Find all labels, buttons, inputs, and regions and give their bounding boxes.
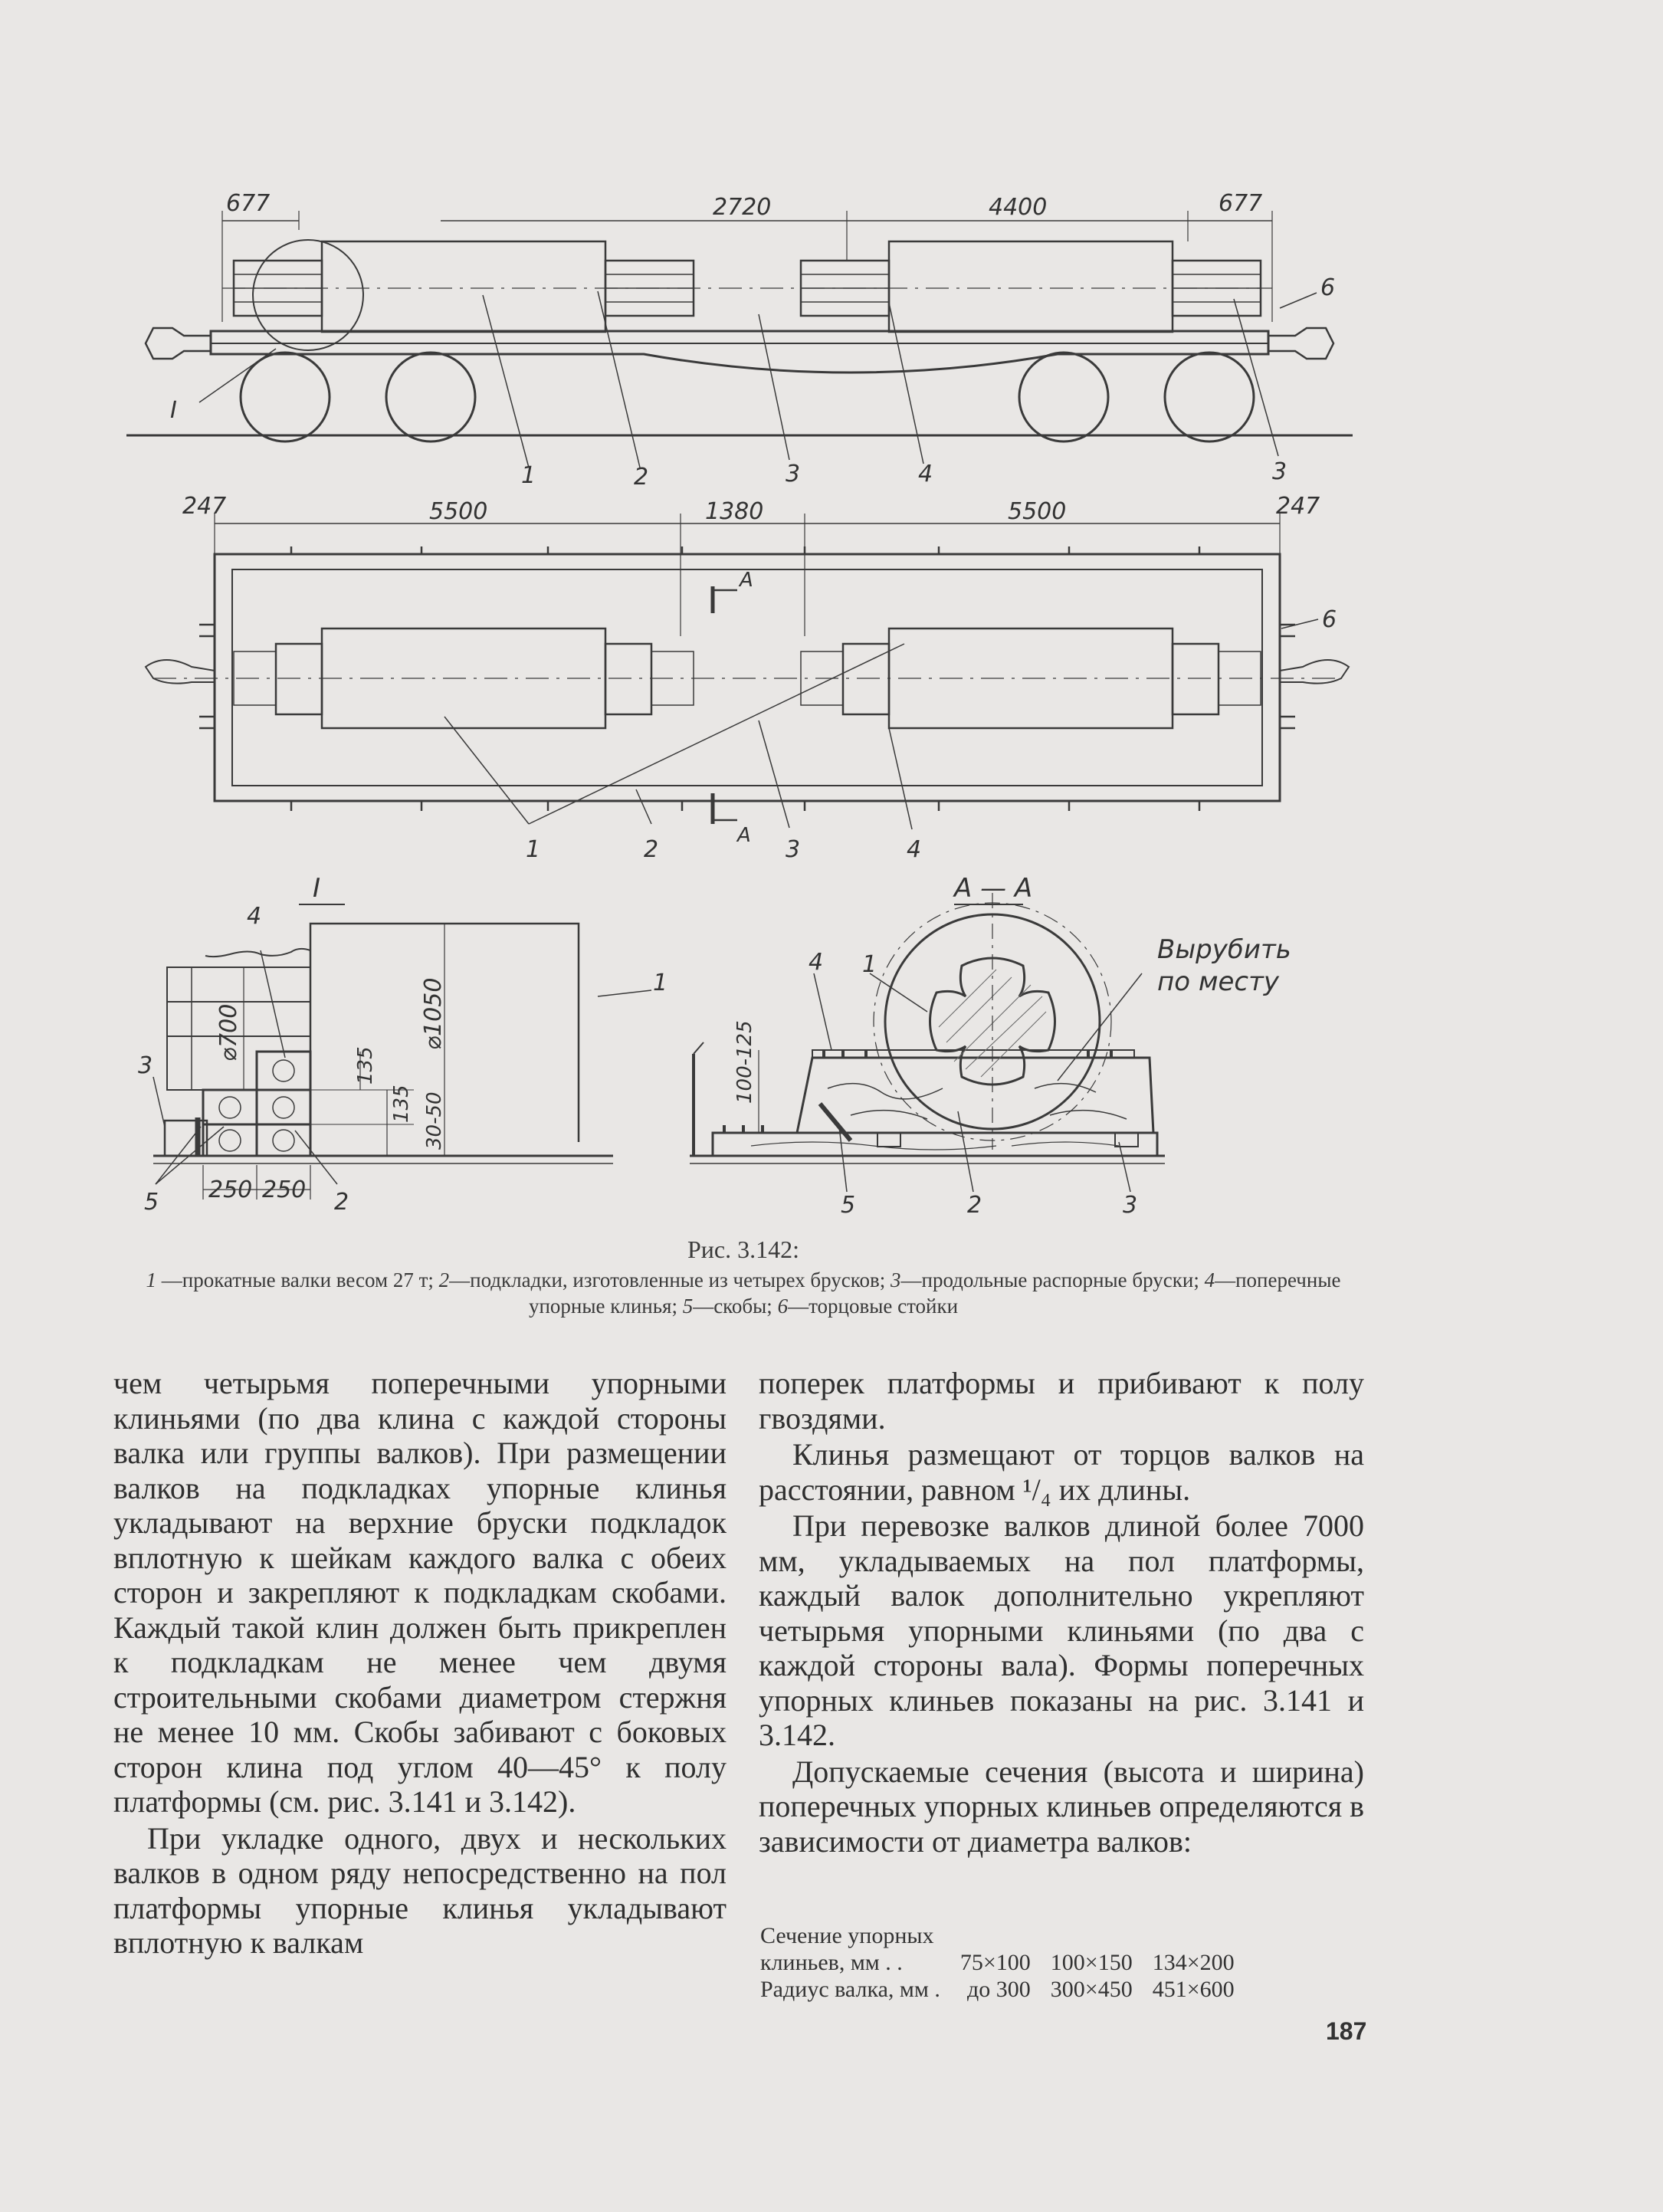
- table-row: [760, 1976, 1235, 2003]
- dim-677-right: 677: [1219, 190, 1263, 217]
- table-cell: до 300: [967, 1977, 1031, 2002]
- dim-247-left: 247: [182, 493, 227, 520]
- caption-title: Рис. 3.142:: [687, 1236, 799, 1263]
- callout-plan-3: 3: [786, 836, 801, 863]
- paragraph-right-3: При перевозке валков длиной более 7000 мм, укладываемых на пол платформы, каждый валок дополнительно укрепляют четырьмя упорными клиньями (по два с каждой стороны вала). Формы поперечных упорных клиньев показаны на рис. 3.141 и 3.142.: [759, 1508, 1364, 1752]
- callout-aa-1: 1: [862, 951, 877, 978]
- legend-num-1: 1: [146, 1268, 157, 1291]
- dim-2720: 2720: [713, 194, 772, 221]
- callout-I: I: [170, 397, 177, 424]
- note-line-1: Вырубить: [1157, 934, 1291, 965]
- table-cell: 300×450: [1050, 1977, 1133, 2002]
- callout-plan-6: 6: [1322, 606, 1337, 633]
- paragraph-right-2: Клинья размещают от торцов валков на расстоянии, равном ¹/₄ их длины.: [759, 1437, 1364, 1507]
- dim-d1050: ⌀1050: [420, 977, 447, 1050]
- note-line-2: по месту: [1157, 967, 1280, 997]
- paragraph-left-1: чем четырьмя поперечными упорными клиньями (по два клина с каждой стороны валка или группы валков). При размещении валков на подкладках упорные клинья укладывают на верхние бруски подкладок вплотную к шейкам каждого валка с обеих сторон и закрепляют к подкладкам скобами. Каждый такой клин должен быть прикреплен к подкладкам не менее чем двумя строительными скобами диаметром стержня не менее 10 мм. Скобы забивают с боковых сторон клина под углом 40—45° к полу платформы (см. рис. 3.141 и 3.142).: [113, 1366, 727, 1819]
- table-row1-label-a: Сечение упорных: [760, 1923, 934, 1948]
- plan-view: [146, 514, 1349, 829]
- callout-aa-2: 2: [967, 1192, 982, 1219]
- table-cell: 451×600: [1152, 1977, 1235, 2002]
- section-title: А — А: [954, 873, 1033, 904]
- dim-677-left: 677: [226, 190, 271, 217]
- callout-detail-3: 3: [138, 1052, 153, 1079]
- callout-detail-4: 4: [247, 903, 262, 930]
- callout-1: 1: [521, 462, 536, 489]
- dim-100-125: 100-125: [733, 1020, 756, 1104]
- legend-num-2: 2: [438, 1268, 450, 1291]
- table-row: [760, 1949, 1235, 1976]
- table-row1-label-b: клиньев, мм . .: [760, 1950, 903, 1975]
- section-table: [760, 1922, 1235, 2003]
- dim-30-50: 30-50: [423, 1091, 446, 1150]
- legend-num-6: 6: [777, 1294, 789, 1318]
- legend-text-3: —продольные распорные бруски;: [900, 1268, 1205, 1291]
- dim-5500-right: 5500: [1008, 498, 1067, 525]
- dim-1380: 1380: [705, 498, 764, 525]
- legend-text-2: —подкладки, изготовленные из четырех брусков;: [449, 1268, 891, 1291]
- callout-detail-2: 2: [334, 1189, 349, 1216]
- callout-plan-4: 4: [907, 836, 922, 863]
- dim-5500-left: 5500: [429, 498, 488, 525]
- callout-aa-3: 3: [1123, 1192, 1138, 1219]
- side-view: [126, 211, 1353, 468]
- section-mark-bottom: A: [737, 824, 751, 847]
- table-cell: 75×100: [959, 1950, 1031, 1975]
- callout-3: 3: [786, 461, 801, 487]
- legend-num-5: 5: [682, 1294, 694, 1318]
- callout-detail-1: 1: [653, 970, 668, 996]
- dim-247-right: 247: [1276, 493, 1320, 520]
- table-cell: 134×200: [1152, 1950, 1235, 1975]
- callout-4: 4: [918, 461, 933, 487]
- text-column-right: [759, 1366, 1364, 1859]
- callout-2: 2: [634, 464, 649, 491]
- dim-250-a: 250: [208, 1177, 253, 1203]
- legend-num-3: 3: [891, 1268, 901, 1291]
- detail-title: I: [313, 873, 321, 904]
- dim-135-upper: 135: [354, 1046, 377, 1085]
- callout-aa-4: 4: [809, 949, 824, 976]
- callout-6: 6: [1320, 274, 1336, 301]
- callout-detail-5: 5: [144, 1189, 159, 1216]
- dim-4400: 4400: [989, 194, 1048, 221]
- legend-num-4: 4: [1204, 1268, 1215, 1291]
- callout-3b: 3: [1272, 458, 1287, 485]
- text-column-left: [113, 1366, 727, 1961]
- caption-legend: [115, 1268, 1372, 1320]
- paragraph-right-1: поперек платформы и прибивают к полу гвоздями.: [759, 1366, 1364, 1436]
- figure-caption: [115, 1234, 1372, 1320]
- callout-plan-2: 2: [644, 836, 659, 863]
- section-AA: [690, 893, 1165, 1192]
- legend-text-6: —торцовые стойки: [788, 1294, 959, 1318]
- callout-aa-5: 5: [841, 1192, 856, 1219]
- dim-135-lower: 135: [390, 1085, 413, 1123]
- page-number: 187: [1326, 2017, 1367, 2045]
- legend-text-5: —скобы;: [693, 1294, 778, 1318]
- legend-text-1: —прокатные валки весом 27 т;: [156, 1268, 439, 1291]
- dim-d700: ⌀700: [215, 1003, 242, 1062]
- dim-250-b: 250: [262, 1177, 307, 1203]
- section-mark-top: A: [740, 569, 753, 592]
- paragraph-left-2: При укладке одного, двух и нескольких валков в одном ряду непосредственно на пол платформы упорные клинья укладывают вплотную к валкам: [113, 1820, 727, 1960]
- legend-text-4: —поперечные упорные клинья;: [528, 1268, 1341, 1318]
- table-row2-label: Радиус валка, мм .: [760, 1977, 940, 2002]
- paragraph-right-4: Допускаемые сечения (высота и ширина) поперечных упорных клиньев определяются в зависимости от диаметра валков:: [759, 1754, 1364, 1859]
- callout-plan-1: 1: [526, 836, 541, 863]
- table-cell: 100×150: [1050, 1950, 1133, 1975]
